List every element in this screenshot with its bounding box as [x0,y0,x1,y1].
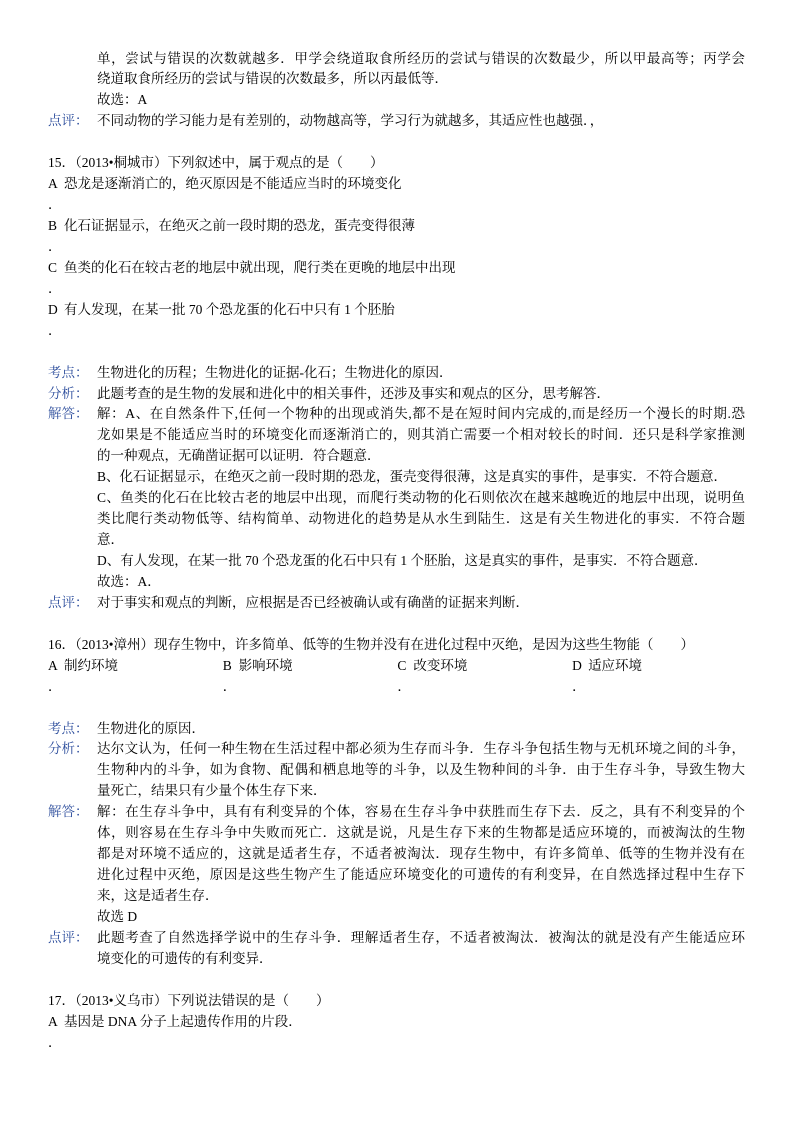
knowledge-point-text: 生物进化的历程；生物进化的证据-化石；生物进化的原因． [97,364,453,380]
option-b [223,656,398,677]
option-letter: B [48,218,58,233]
solution-block [48,802,793,928]
option-letter: D [48,301,58,317]
solution-line: C、鱼类的化石在比较古老的地层中出现，而爬行类动物的化石则依次在越来越晚近的地层中出现，说明鱼 [97,490,745,506]
option-dot: ． [48,238,62,254]
option-dot: ． [48,678,62,694]
option-c [397,656,572,677]
analysis-content [97,384,745,405]
solution-block [48,404,793,592]
previous-question-tail [0,49,793,133]
comment-line: 境变化的可遗传的有利变异． [97,950,273,966]
comment-block [48,593,793,614]
comment-block [48,928,793,970]
option-letter: C [397,657,407,673]
knowledge-point-content [97,719,745,740]
solution-label: 解答： [48,406,89,422]
option-letter: B [222,657,232,673]
option-a [48,656,223,677]
analysis-label: 分析： [48,385,89,401]
solution-line: 绕道取食所经历的尝试与错误的次数最多，所以丙最低等． [97,71,448,87]
solution-line: 意． [97,532,124,548]
options-row [48,656,793,677]
comment-content [97,593,745,614]
option-dot: ． [222,678,237,694]
option-letter: A [48,657,58,673]
solution-label: 解答： [48,804,89,820]
knowledge-point-content [97,363,745,384]
option-dot: ． [572,678,586,694]
question-16 [0,635,793,970]
solution-line: 解：A、在自然条件下,任何一个物种的出现或消失,都不是在短时间内完成的,而是经历一个漫长的时期.恐 [97,406,745,422]
comment-label: 点评： [48,929,89,945]
option-dots-row [48,677,793,698]
knowledge-point-label: 考点： [48,364,89,380]
comment-line: 此题考查了自然选择学说中的生存斗争．理解适者生存，不适者被淘汰．被淘汰的就是没有产生能适应环 [97,929,745,945]
question-15 [0,153,793,614]
comment-content [97,111,745,132]
solution-line: 类比爬行类动物低等、结构简单、动物进化的趋势是从水生到陆生．这是有关生物进化的事实．不符合题 [97,511,745,527]
option-dot: ． [48,280,62,296]
solution-line: 都是对环境不适应的，这就是适者生存，不适者被淘汰．现存生物中，有许多简单、低等的生物并没有在 [97,846,745,862]
comment-content [97,928,745,970]
analysis-line: 达尔文认为，任何一种生物在生活过程中都必须为生存而斗争．生存斗争包括生物与无机环境之间的斗争， [97,741,745,757]
option-letter: D [572,657,582,673]
question-stem: 17．（2013•义乌市）下列说法错误的是（ ） [48,992,330,1008]
knowledge-point-label: 考点： [48,720,89,736]
question-17 [0,991,793,1054]
option-letter: C [48,259,58,275]
knowledge-point-text: 生物进化的原因． [97,720,205,736]
analysis-line: 量死亡，结果只有少量个体生存下来． [97,783,327,799]
option-a [48,1012,745,1033]
option-text: 有人发现，在某一批 70 个恐龙蛋的化石中只有 1 个胚胎 [64,301,395,317]
option-dot: ． [397,678,411,694]
spacer [0,614,793,635]
answer-line: 故选：A [97,92,148,108]
comment-text: 对于事实和观点的判断，应根据是否已经被确认或有确凿的证据来判断． [97,594,529,610]
question-stem: 15．（2013•桐城市）下列叙述中，属于观点的是（ ） [48,155,384,171]
option-c [48,258,745,279]
solution-line: D、有人发现，在某一批 70 个恐龙蛋的化石中只有 1 个胚胎，这是真实的事件，是事实．不符合题意． [97,553,708,568]
spacer [0,970,793,991]
solution-line: 的一种观点，无确凿证据可以证明．符合题意． [97,448,381,464]
analysis-block [48,384,793,405]
analysis-label: 分析： [48,741,89,757]
solution-line: 单，尝试与错误的次数就越多．甲学会绕道取食所经历的尝试与错误的次数最少，所以甲最高等；丙学会 [97,50,745,66]
spacer [0,342,793,363]
option-dot: ． [48,322,62,338]
solution-line: 龙如果是不能适应当时的环境变化而逐渐消亡的，则其消亡需要一个相对较长的时间．还只是科学家推测 [97,427,745,443]
spacer [0,698,793,719]
option-a [48,174,745,195]
comment-label: 点评： [48,113,89,129]
option-letter: A [48,1013,58,1029]
solution-line: 来，这是适者生存． [97,888,219,903]
comment-text: 不同动物的学习能力是有差别的，动物越高等，学习行为就越多，其适应性也越强．， [97,113,604,129]
answer-line: 故选 D [97,908,138,924]
solution-content [97,802,745,928]
knowledge-point-block [48,719,793,740]
comment-block [48,111,793,132]
solution-line: B、化石证据显示，在绝灭之前一段时期的恐龙，蛋壳变得很薄，这是真实的事件，是事实．不符合题意． [97,469,728,485]
analysis-content [97,739,745,802]
option-text: 基因是 DNA 分子上起遗传作用的片段． [64,1013,302,1029]
option-d [572,656,747,677]
option-text: 鱼类的化石在较古老的地层中就出现，爬行类在更晚的地层中出现 [64,259,456,275]
spacer [0,132,793,153]
analysis-block [48,739,793,802]
option-text: 化石证据显示，在绝灭之前一段时期的恐龙，蛋壳变得很薄 [64,218,415,233]
solution-line: 体，则容易在生存斗争中失败而死亡．这就是说，凡是生存下来的生物都是适应环境的，而被淘汰的生物 [97,825,745,841]
question-stem: 16．（2013•漳州）现存生物中，许多简单、低等的生物并没有在进化过程中灭绝，是因为这些生物能（ ） [48,636,694,652]
answer-line: 故选：A． [97,573,161,589]
option-text: 影响环境 [238,657,293,673]
solution-line: 进化过程中灭绝，原因是这些生物产生了能适应环境变化的可遗传的有利变异，在自然选择过程中生存下 [97,867,745,883]
option-dot: ． [48,197,62,213]
option-d [48,300,745,321]
option-dot: ． [48,1034,62,1050]
option-text: 制约环境 [64,657,118,673]
option-b [48,216,745,237]
solution-content [97,404,745,592]
comment-label: 点评： [48,594,89,610]
option-text: 改变环境 [413,657,468,673]
option-text: 适应环境 [588,657,643,673]
analysis-text: 此题考查的是生物的发展和进化中的相关事件，还涉及事实和观点的区分，思考解答． [97,385,610,401]
option-letter: A [48,176,58,192]
option-text: 恐龙是逐渐消亡的，绝灭原因是不能适应当时的环境变化 [64,176,402,192]
knowledge-point-block [48,363,793,384]
analysis-line: 生物种内的斗争，如为食物、配偶和栖息地等的斗争，以及生物种间的斗争．由于生存斗争，导致生物大 [97,762,745,778]
solution-line: 解：在生存斗争中，具有有利变异的个体，容易在生存斗争中获胜而生存下去．反之，具有不利变异的个 [97,804,745,820]
